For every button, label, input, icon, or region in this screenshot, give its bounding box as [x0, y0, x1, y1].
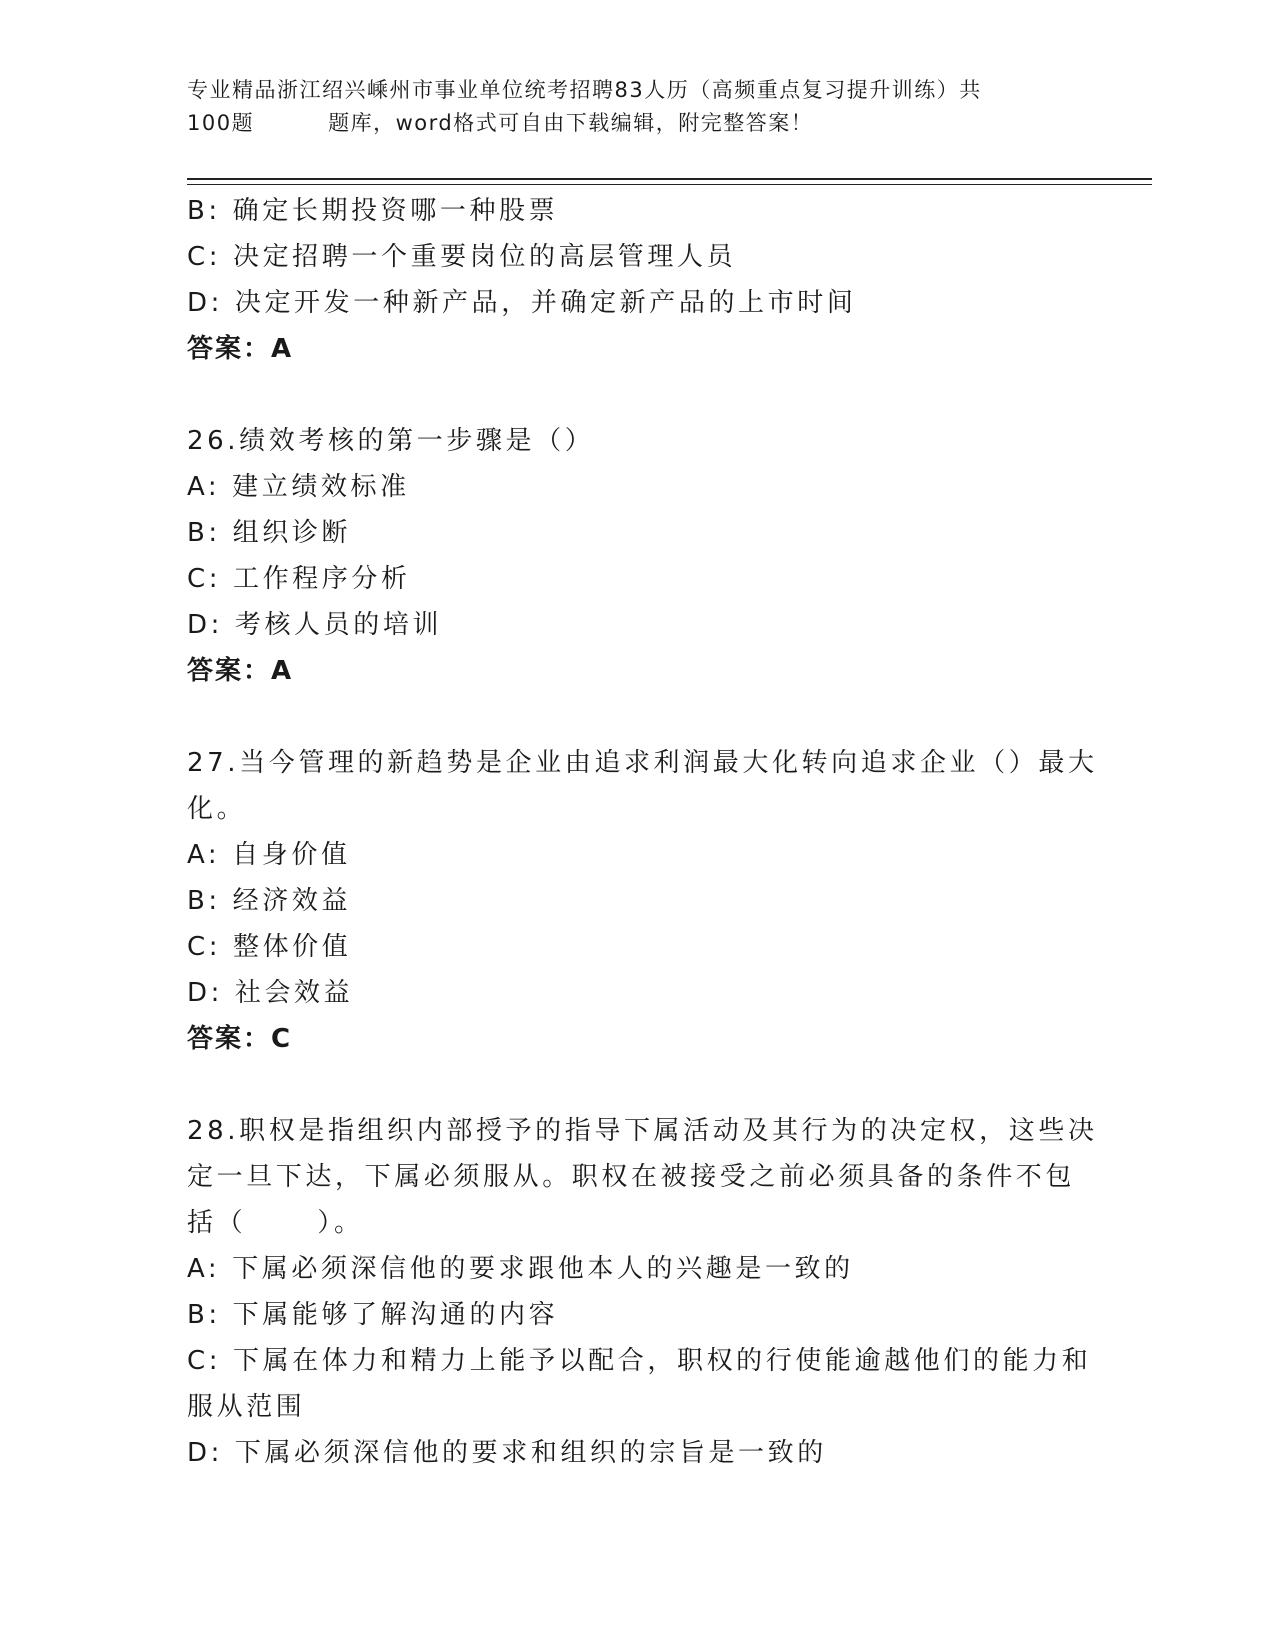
- question-28: [187, 1108, 1098, 1476]
- option-d: D: 下属必须深信他的要求和组织的宗旨是一致的: [187, 1438, 827, 1468]
- question-stem-line-1: 27.当今管理的新趋势是企业由追求利润最大化转向追求企业（）最大: [187, 748, 1098, 778]
- question-stem-line-3: 括（ ）。: [187, 1208, 364, 1238]
- question-content: [187, 188, 1098, 1476]
- page-header: [187, 74, 1087, 140]
- option-c: C: 整体价值: [187, 932, 352, 962]
- header-format-note: 题库，word格式可自由下载编辑，附完整答案！: [328, 111, 814, 135]
- answer-line: 答案：A: [187, 334, 294, 364]
- answer-line: 答案：A: [187, 656, 294, 686]
- question-25-tail: [187, 188, 1087, 372]
- header-divider-thick: [187, 178, 1152, 180]
- option-a: A: 建立绩效标准: [187, 472, 410, 502]
- header-question-count: 100题: [187, 111, 255, 135]
- header-title-line-2: [187, 107, 1087, 140]
- option-c: C: 工作程序分析: [187, 564, 411, 594]
- header-divider-thin: [187, 184, 1152, 185]
- header-title-line-1: 专业精品浙江绍兴嵊州市事业单位统考招聘83人历（高频重点复习提升训练）共: [187, 78, 982, 102]
- option-c-line-2: 服从范围: [187, 1392, 306, 1422]
- question-27: [187, 740, 1098, 1062]
- option-c-line-1: C: 下属在体力和精力上能予以配合，职权的行使能逾越他们的能力和: [187, 1346, 1092, 1376]
- option-c: C: 决定招聘一个重要岗位的高层管理人员: [187, 242, 737, 272]
- option-d: D: 社会效益: [187, 978, 354, 1008]
- option-a: A: 自身价值: [187, 840, 351, 870]
- question-stem-line-1: 28.职权是指组织内部授予的指导下属活动及其行为的决定权，这些决: [187, 1116, 1098, 1146]
- option-d: D: 考核人员的培训: [187, 610, 443, 640]
- question-26: [187, 418, 1087, 694]
- question-stem-line-2: 化。: [187, 794, 247, 824]
- option-d: D: 决定开发一种新产品，并确定新产品的上市时间: [187, 288, 857, 318]
- option-b: B: 组织诊断: [187, 518, 352, 548]
- answer-line: 答案：C: [187, 1024, 293, 1054]
- question-stem-line-2: 定一旦下达，下属必须服从。职权在被接受之前必须具备的条件不包: [187, 1162, 1076, 1192]
- question-stem: 26.绩效考核的第一步骤是（）: [187, 426, 595, 456]
- option-b: B: 确定长期投资哪一种股票: [187, 196, 559, 226]
- option-b: B: 经济效益: [187, 886, 352, 916]
- option-a: A: 下属必须深信他的要求跟他本人的兴趣是一致的: [187, 1254, 854, 1284]
- option-b: B: 下属能够了解沟通的内容: [187, 1300, 559, 1330]
